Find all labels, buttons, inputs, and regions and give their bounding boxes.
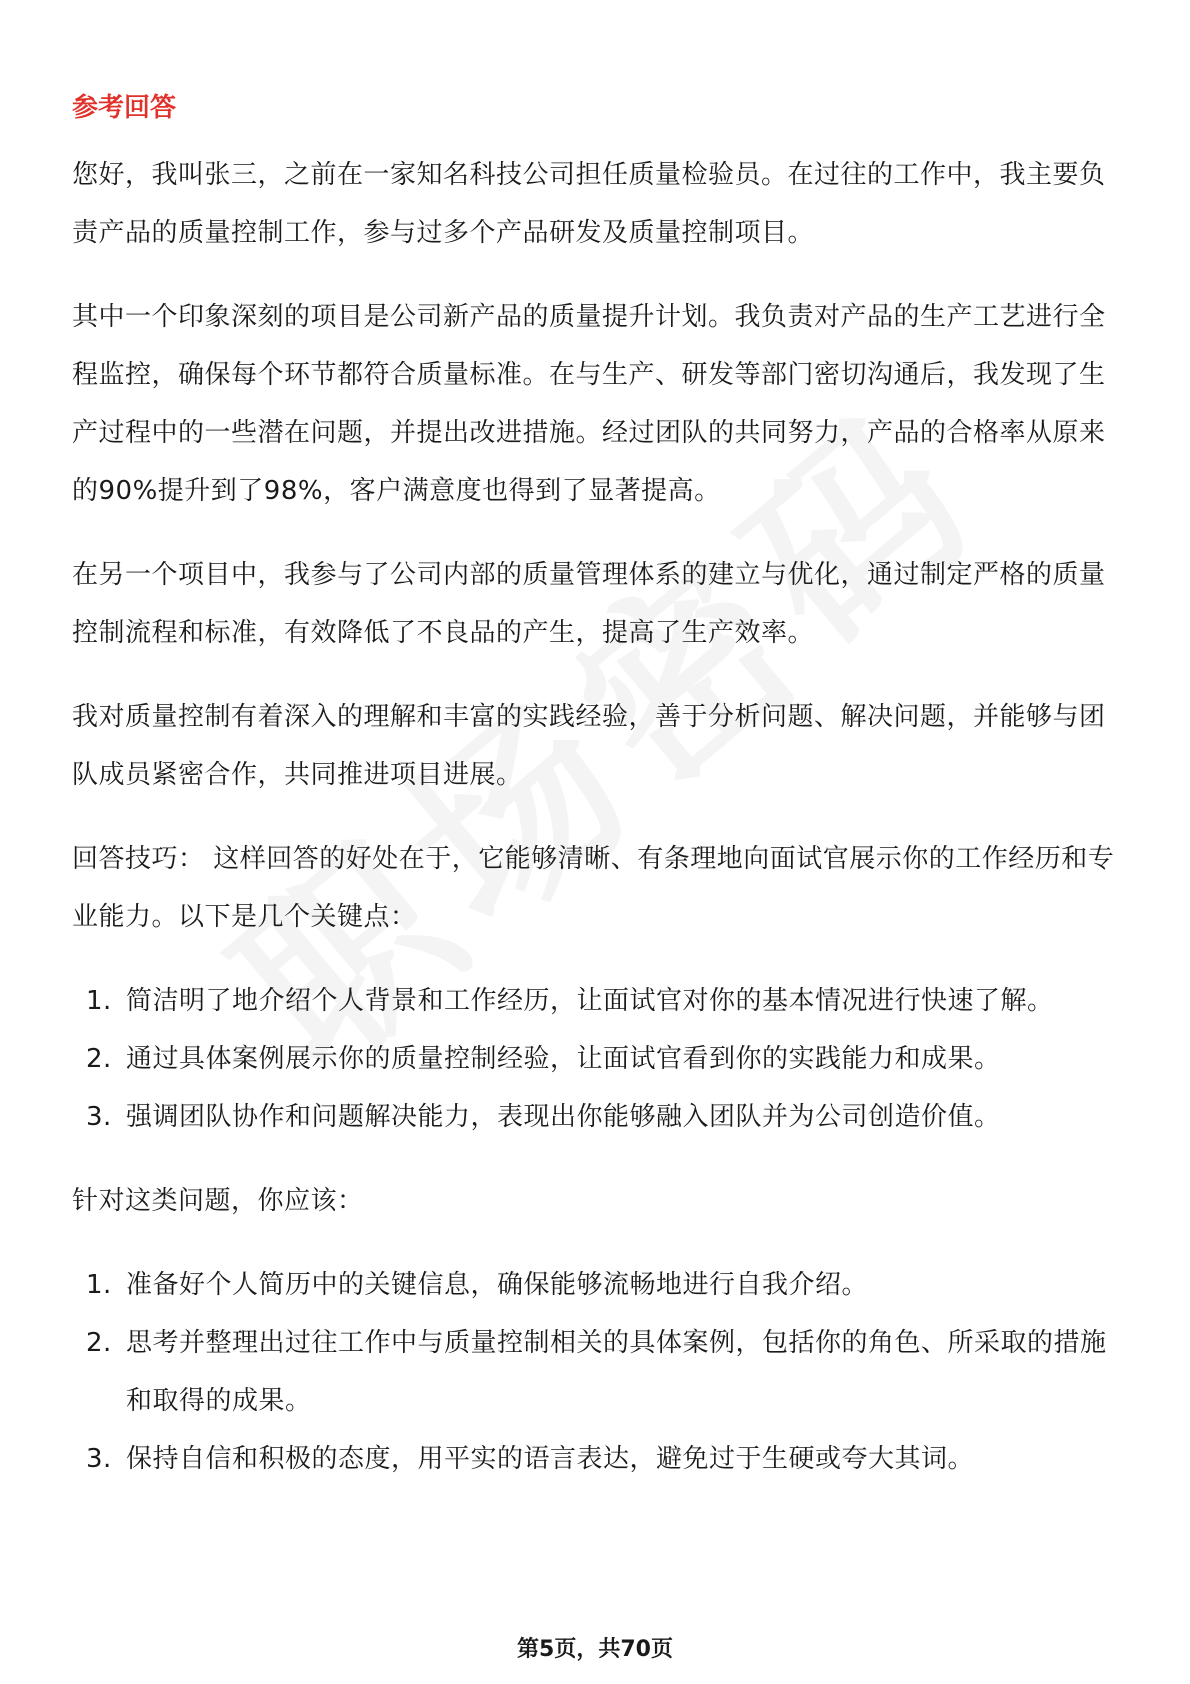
list-number: 3. [86,1102,112,1132]
list-number: 1. [86,1270,112,1300]
section-title: 参考回答 [72,93,177,123]
answer-paragraph-4: 我对质量控制有着深入的理解和丰富的实践经验，善于分析问题、解决问题，并能够与团队成员紧密合作，共同推进项目进展。 [72,702,1106,790]
advice-intro: 针对这类问题，你应该： [72,1186,364,1216]
list-number: 3. [86,1444,112,1474]
list-item [72,1430,1122,1488]
answer-paragraph-3: 在另一个项目中，我参与了公司内部的质量管理体系的建立与优化，通过制定严格的质量控制流程和标准，有效降低了不良品的产生，提高了生产效率。 [72,560,1106,648]
advice-list [72,1256,1122,1488]
tips-intro: 回答技巧： 这样回答的好处在于，它能够清晰、有条理地向面试官展示你的工作经历和专业能力。以下是几个关键点： [72,844,1115,932]
list-number: 1. [86,986,112,1016]
page-footer: 第5页，共70页 [517,1637,673,1662]
list-item [72,972,1122,1030]
document-body [72,88,1122,1514]
list-text: 强调团队协作和问题解决能力，表现出你能够融入团队并为公司创造价值。 [126,1102,1001,1132]
list-text: 准备好个人简历中的关键信息，确保能够流畅地进行自我介绍。 [126,1270,869,1300]
list-item [72,1314,1122,1430]
answer-paragraph-2: 其中一个印象深刻的项目是公司新产品的质量提升计划。我负责对产品的生产工艺进行全程监控，确保每个环节都符合质量标准。在与生产、研发等部门密切沟通后，我发现了生产过程中的一些潜在问题，并提出改进措施。经过团队的共同努力，产品的合格率从原来的90%提升到了98%，客户满意度也得到了显著提高。 [72,302,1106,506]
list-item [72,1256,1122,1314]
list-text: 简洁明了地介绍个人背景和工作经历，让面试官对你的基本情况进行快速了解。 [126,986,1054,1016]
tips-list [72,972,1122,1146]
list-item [72,1030,1122,1088]
list-text: 通过具体案例展示你的质量控制经验，让面试官看到你的实践能力和成果。 [126,1044,1001,1074]
list-number: 2. [86,1044,112,1074]
list-text: 保持自信和积极的态度，用平实的语言表达，避免过于生硬或夸大其词。 [126,1444,975,1474]
answer-paragraph-1: 您好，我叫张三，之前在一家知名科技公司担任质量检验员。在过往的工作中，我主要负责产品的质量控制工作，参与过多个产品研发及质量控制项目。 [72,160,1106,248]
list-text: 思考并整理出过往工作中与质量控制相关的具体案例，包括你的角色、所采取的措施和取得的成果。 [126,1328,1107,1416]
list-number: 2. [86,1328,112,1358]
list-item [72,1088,1122,1146]
